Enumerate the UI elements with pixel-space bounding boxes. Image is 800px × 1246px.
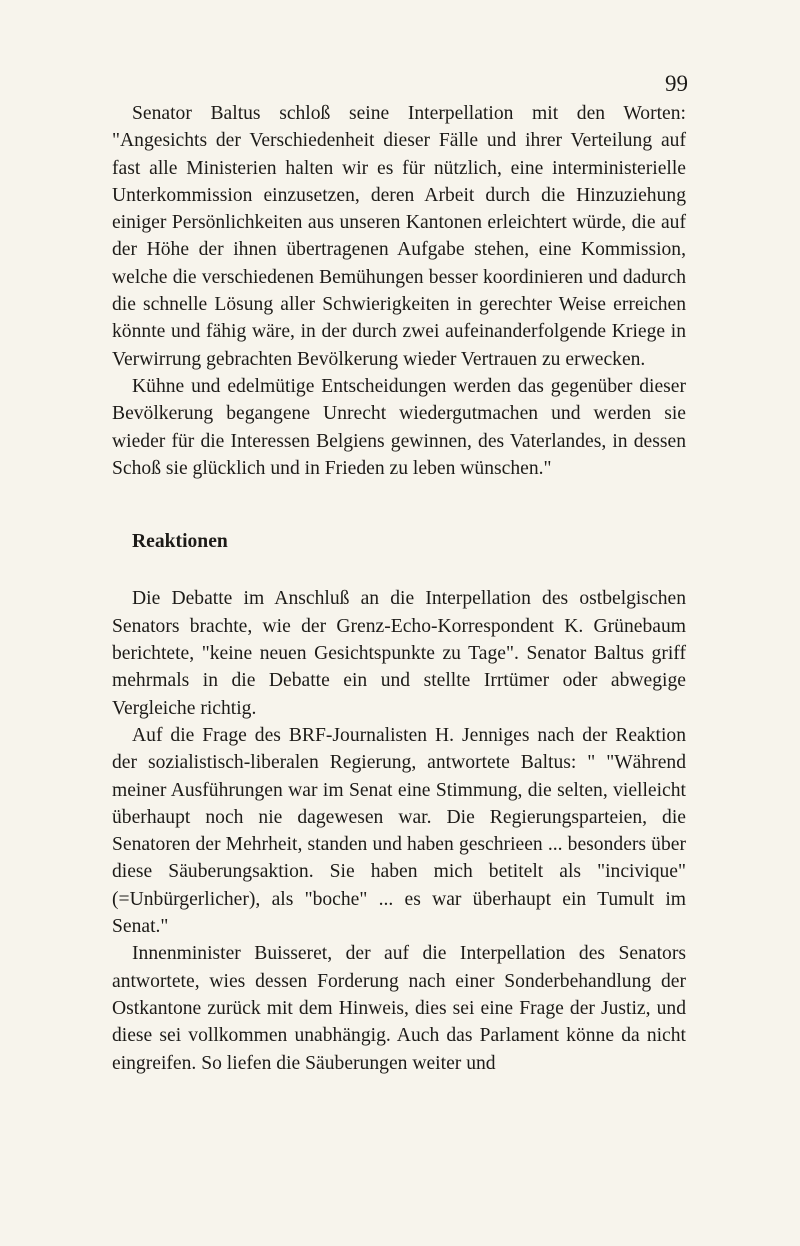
section-heading: Reaktionen	[132, 531, 228, 553]
paragraph-quote-end: Kühne und edelmütige Entscheidungen werden das gegenüber dieser Bevölkerung begangene Unrecht wiedergutmachen und werden sie wieder für die Interessen Belgiens gewinnen, des Vaterlandes, in dessen Schoß sie glücklich und in Frieden zu leben wünschen."	[112, 375, 686, 479]
paragraph-buisseret: Innenminister Buisseret, der auf die Interpellation des Senators antwortete, wies dessen Forderung nach einer Sonderbehandlung der Ostkantone zurück mit dem Hinweis, dies sei eine Frage der Justiz, und diese sei vollkommen unabhängig. Auch das Parlament könne da nicht eingreifen. So liefen die Säuberungen weiter und	[112, 943, 686, 1074]
paragraph-brf-question: Auf die Frage des BRF-Journalisten H. Jenniges nach der Reaktion der sozialistisch-liberalen Regierung, antwortete Baltus: " "Während meiner Ausführungen war im Senat eine Stimmung, die selten, vielleicht überhaupt noch nie dagewesen war. Die Regierungsparteien, die Senatoren der Mehrheit, standen und haben geschrieen ... besonders über diese Säuberungsaktion. Sie haben mich betitelt als "incivique" (=Unbürgerlicher), als "boche" ... es war überhaupt ein Tumult im Senat."	[112, 724, 686, 938]
paragraph-debate: Die Debatte im Anschluß an die Interpellation des ostbelgischen Senators brachte, wie der Grenz-Echo-Korrespondent K. Grünebaum berichtete, "keine neuen Gesichtspunkte zu Tage". Senator Baltus griff mehrmals in die Debatte ein und stellte Irrtümer oder abwegige Vergleiche richtig.	[112, 588, 686, 719]
paragraph-baltus-quote: Senator Baltus schloß seine Interpellation mit den Worten: "Angesichts der Verschiedenheit dieser Fälle und ihrer Verteilung auf fast alle Ministerien halten wir es für nützlich, eine interministerielle Unterkommission einzusetzen, deren Arbeit durch die Hinzuziehung einiger Persönlichkeiten aus unseren Kantonen erleichtert würde, die auf der Höhe der ihnen übertragenen Aufgabe stehen, eine Kommission, welche die verschiedenen Bemühungen besser koordinieren und dadurch die schnelle Lösung aller Schwierigkeiten in gerechter Weise erreichen könnte und fähig wäre, in der durch zwei aufeinanderfolgende Kriege in Verwirrung gebrachten Bevölkerung wieder Vertrauen zu erwecken.	[112, 103, 686, 370]
body-text	[112, 100, 686, 1077]
page-number: 99	[665, 71, 688, 96]
